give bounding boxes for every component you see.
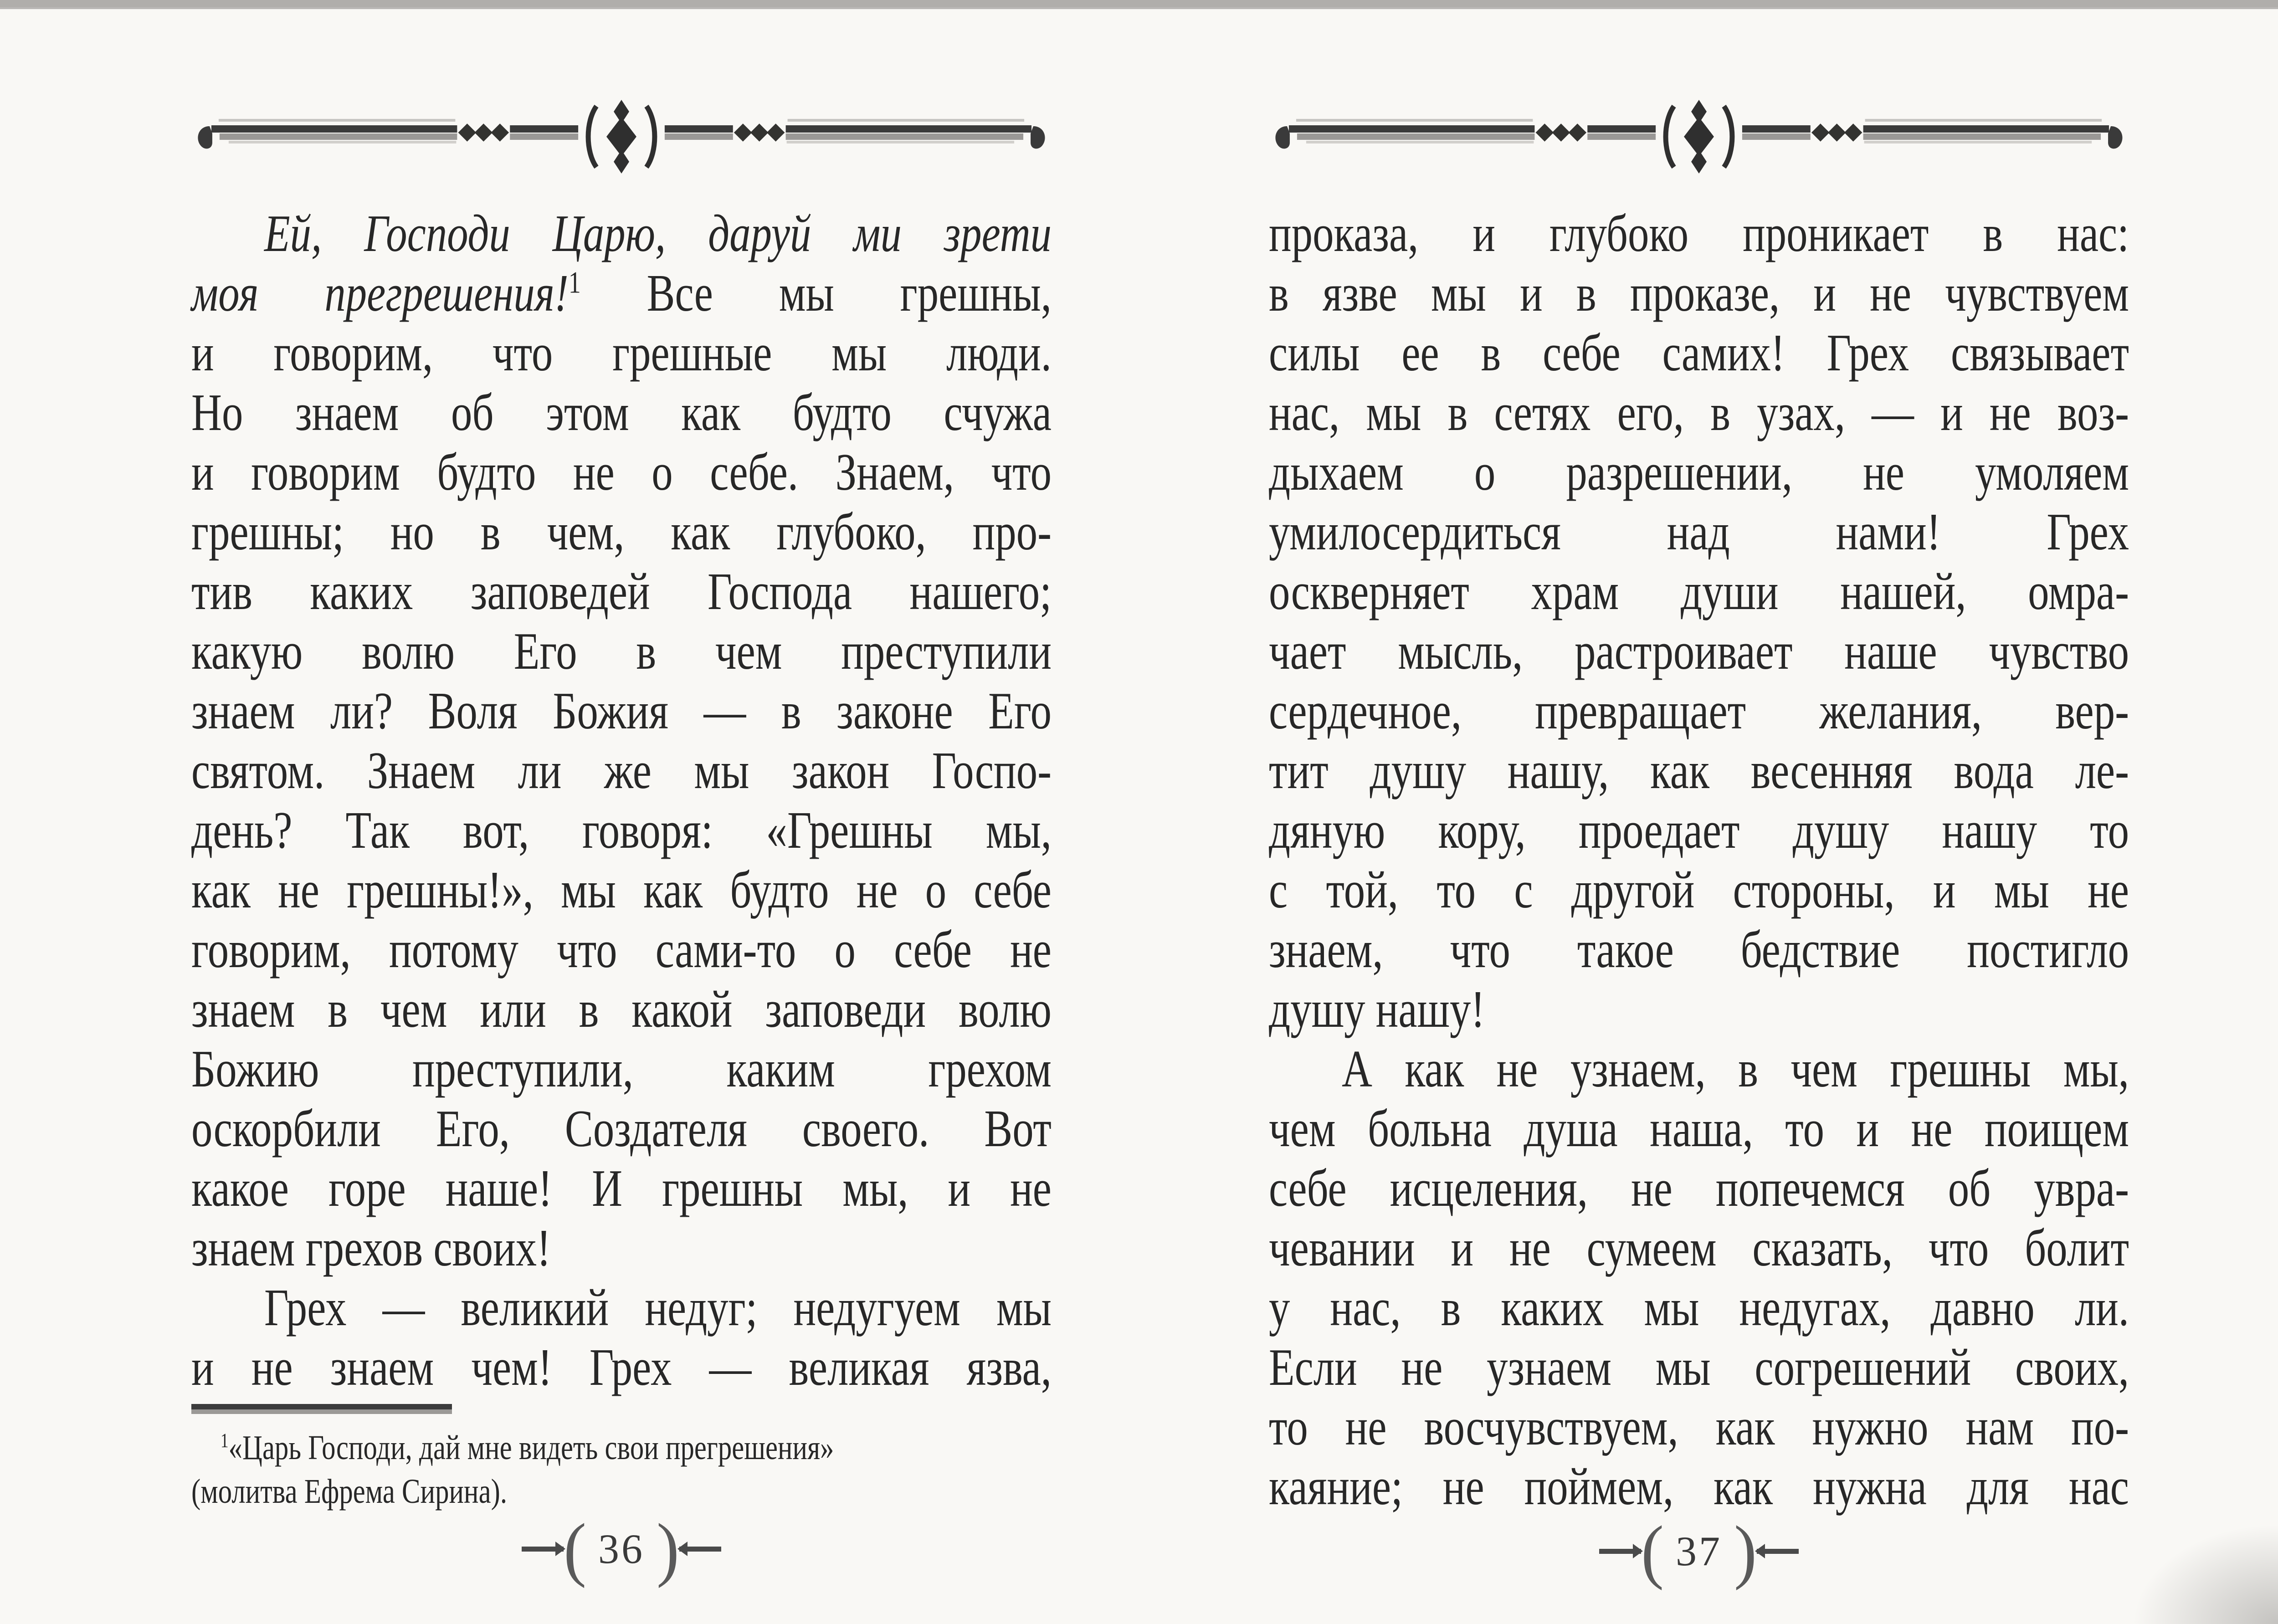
text-line: проказа, и глубоко проникает в нас: — [1269, 205, 2129, 263]
page-number-paren: ( — [564, 1509, 586, 1588]
text-line: себе исцеления, не попечемся об увра- — [1269, 1159, 2129, 1218]
text-line: в язве мы и в проказе, и не чувствуем — [1269, 264, 2129, 323]
footnote-marker: 1 — [221, 1429, 229, 1452]
text-line: знаем грехов своих! — [191, 1219, 551, 1277]
text-line: говорим, потому что сами-то о себе не — [191, 921, 1052, 979]
text-line — [191, 264, 1052, 323]
text-line: то не восчувствуем, как нужно нам по- — [1269, 1398, 2129, 1456]
text-line: знаем ли? Воля Божия — в законе Его — [191, 682, 1052, 740]
text-line: Грех — великий недуг; недугуем мы — [264, 1279, 1052, 1337]
header-ornament-right — [1269, 98, 2129, 175]
text-line: чевании и не сумеем сказать, что болит — [1269, 1219, 2129, 1277]
text-line: тив каких заповедей Господа нашего; — [191, 563, 1052, 621]
text-line: знаем в чем или в какой заповеди волю — [191, 980, 1052, 1039]
text-line: тит душу нашу, как весенняя вода ле- — [1269, 742, 2129, 800]
text-line: с той, то с другой стороны, и мы не — [1269, 861, 2129, 919]
text-line: и говорим, что грешные мы люди. — [191, 324, 1052, 382]
scan-corner-shadow — [2132, 1524, 2278, 1624]
text-line: силы ее в себе самих! Грех связывает — [1269, 324, 2129, 382]
text-line: чает мысль, растроивает наше чувство — [1269, 622, 2129, 681]
text-line: Если не узнаем мы согрешений своих, — [1269, 1338, 2129, 1397]
page-number-value: 37 — [1676, 1528, 1722, 1574]
text-line: каяние; не поймем, как нужна для нас — [1269, 1458, 2129, 1516]
left-page-text-column — [191, 204, 1052, 1513]
text-line: Ей, Господи Царю, даруй ми зрети — [264, 205, 1052, 263]
text-line: и не знаем чем! Грех — великая язва, — [191, 1338, 1052, 1397]
text-line: день? Так вот, говоря: «Грешны мы, — [191, 801, 1052, 860]
text-line: и говорим будто не о себе. Знаем, что — [191, 443, 1052, 502]
text-line: сердечное, превращает желания, вер- — [1269, 682, 2129, 740]
page-number-paren: ) — [657, 1509, 679, 1588]
page-number-right — [1269, 1512, 2129, 1590]
text-line: нас, мы в сетях его, в узах, — и не воз- — [1269, 384, 2129, 442]
text-line: чем больна душа наша, то и не поищем — [1269, 1100, 2129, 1158]
text-line: какую волю Его в чем преступили — [191, 622, 1052, 681]
page-number-paren: ) — [1734, 1511, 1757, 1591]
page-number-dash-icon — [1757, 1549, 1799, 1554]
text-line: святом. Знаем ли же мы закон Госпо- — [191, 742, 1052, 800]
page-number-paren: ( — [1641, 1511, 1664, 1591]
footnote-line: (молитва Ефрема Сирина). — [191, 1472, 508, 1511]
text-line: у нас, в каких мы недугах, давно ли. — [1269, 1279, 2129, 1337]
text-line: дяную кору, проедает душу нашу то — [1269, 801, 2129, 860]
text-line: как не грешны!», мы как будто не о себе — [191, 861, 1052, 919]
footnote-text: «Царь Господи, дай мне видеть свои прегрешения» — [228, 1429, 834, 1467]
scan-edge-top-bar — [0, 0, 2278, 7]
italic-quote: моя прегрешения! — [191, 264, 569, 323]
text-line: грешны; но в чем, как глубоко, про- — [191, 503, 1052, 561]
scan-edge-top-line — [0, 7, 2278, 9]
text-line: какое горе наше! И грешны мы, и не — [191, 1159, 1052, 1218]
text-line: Божию преступили, каким грехом — [191, 1040, 1052, 1098]
page-number-left — [191, 1510, 1052, 1588]
text-line: оскорбили Его, Создателя своего. Вот — [191, 1100, 1052, 1158]
page-number-dash-icon — [1599, 1549, 1641, 1554]
text-line: дыхаем о разрешении, не умоляем — [1269, 443, 2129, 502]
page-number-dash-icon — [522, 1547, 564, 1552]
page-number-dash-icon — [679, 1547, 721, 1552]
footnote-line — [191, 1426, 1052, 1470]
text-line: А как не узнаем, в чем грешны мы, — [1342, 1040, 2129, 1098]
footnote-separator-rule — [191, 1404, 452, 1414]
ornament-divider-icon — [191, 98, 1052, 175]
page-number-value: 36 — [598, 1526, 645, 1572]
text-line: Но знаем об этом как будто счужа — [191, 384, 1052, 442]
footnote-ref-marker: 1 — [568, 265, 581, 300]
text-line: оскверняет храм души нашей, омра- — [1269, 563, 2129, 621]
ornament-divider-icon — [1269, 98, 2129, 175]
text-line: душу нашу! — [1269, 980, 1485, 1039]
text-line: знаем, что такое бедствие постигло — [1269, 921, 2129, 979]
text-line: умилосердиться над нами! Грех — [1269, 503, 2129, 561]
text-run: Все мы грешны, — [580, 264, 1052, 323]
right-page-text-column — [1269, 204, 2129, 1517]
header-ornament-left — [191, 98, 1052, 175]
